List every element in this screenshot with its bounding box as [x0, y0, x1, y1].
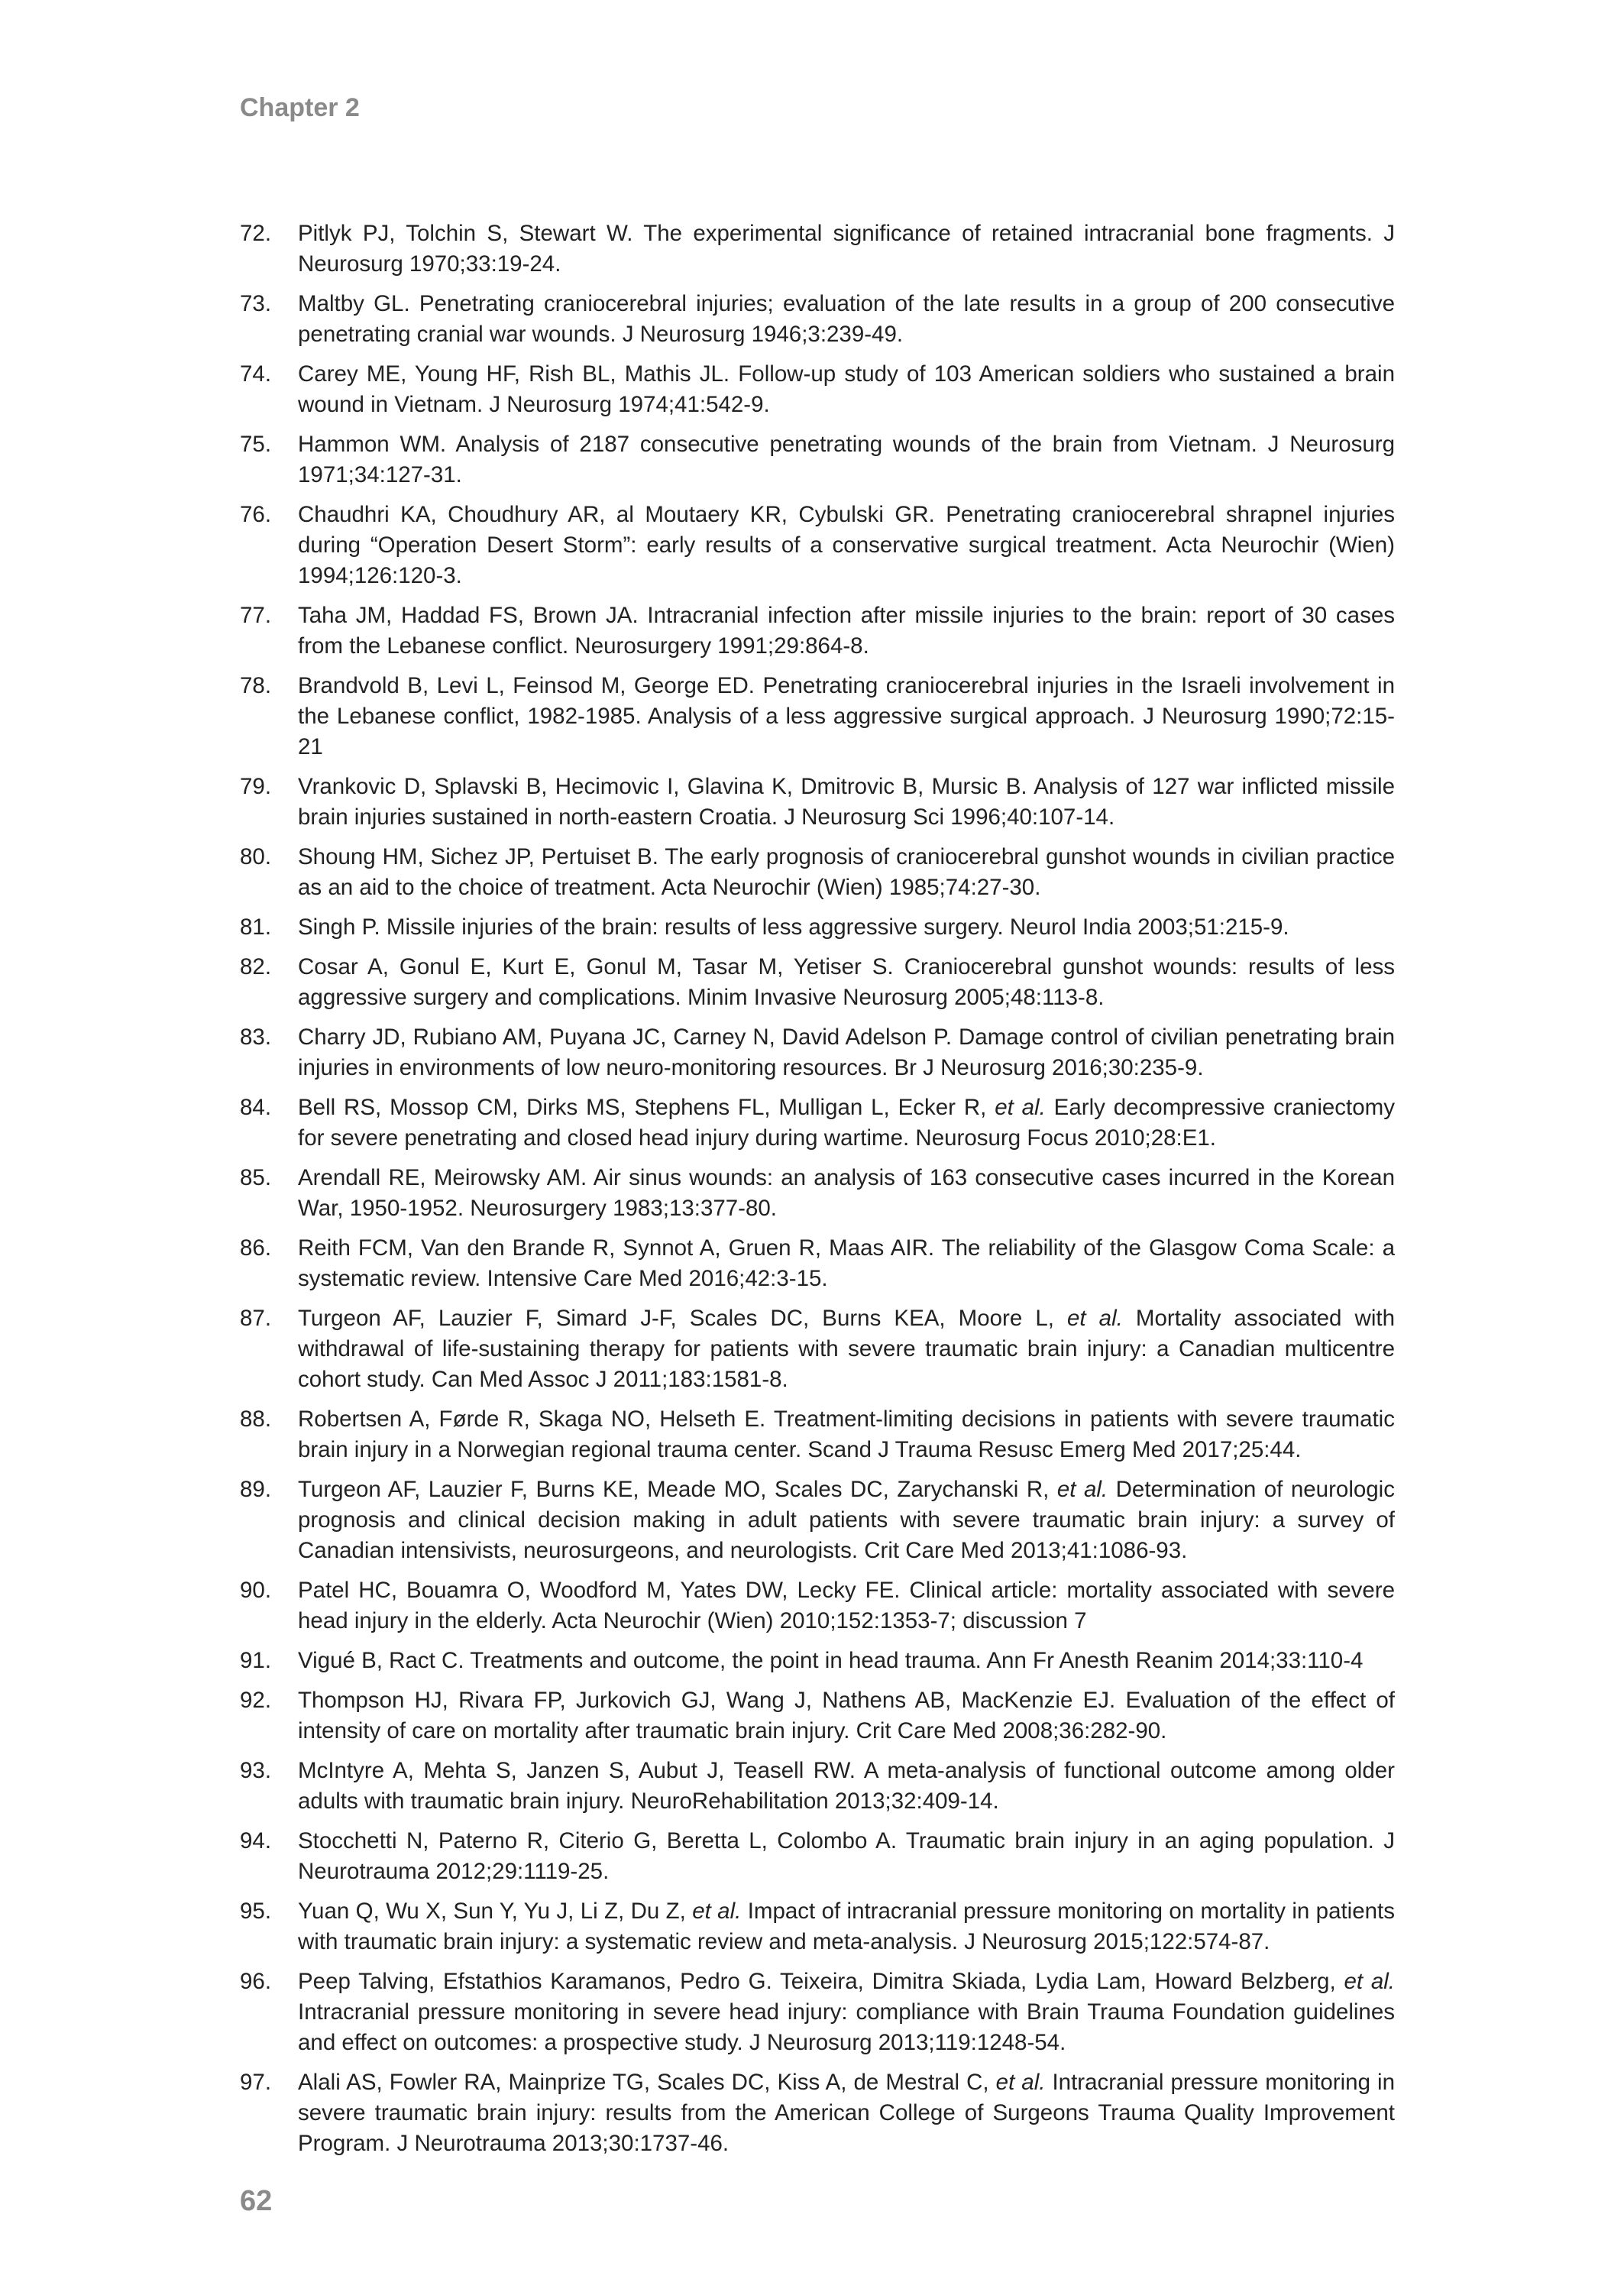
reference-number: 94.: [240, 1828, 272, 1853]
reference-text: [298, 289, 1395, 350]
reference-text: [298, 1475, 1395, 1566]
reference-text: [298, 601, 1395, 662]
reference-text: [298, 1646, 1395, 1676]
page-number: 62: [240, 2185, 273, 2217]
reference-text-main: McIntyre A, Mehta S, Janzen S, Aubut J, Teasell RW. A meta-analysis of functional outcome among older adults with traumatic brain injury. NeuroRehabilitation 2013;32:409-14.: [298, 1758, 1395, 1814]
reference-item: [240, 500, 1395, 591]
reference-text: [298, 1163, 1395, 1224]
reference-number: 82.: [240, 954, 272, 979]
reference-text-main: Pitlyk PJ, Tolchin S, Stewart W. The experimental significance of retained intracranial bone fragments. J Neurosurg 1970;33:19-24.: [298, 221, 1395, 277]
reference-number: 81.: [240, 915, 272, 940]
reference-item: [240, 429, 1395, 490]
reference-text-rest: Determination of neurologic prognosis and clinical decision making in adult patients with severe traumatic brain injury: a survey of Canadian intensivists, neurosurgeons, and neurologists. Crit Care Med 2013;41:1086-93.: [298, 1477, 1395, 1563]
reference-text-rest: Intracranial pressure monitoring in severe head injury: compliance with Brain Trauma Foundation guidelines and effect on outcomes: a prospective study. J Neurosurg 2013;119:1248-54.: [298, 1999, 1395, 2055]
reference-item: [240, 1896, 1395, 1957]
reference-item: [240, 601, 1395, 662]
reference-text: [298, 500, 1395, 591]
reference-item: [240, 1404, 1395, 1465]
reference-et-al: et al.: [692, 1899, 742, 1924]
reference-text-main: Maltby GL. Penetrating craniocerebral injuries; evaluation of the late results in a group of 200 consecutive penetrating cranial war wounds. J Neurosurg 1946;3:239-49.: [298, 291, 1395, 347]
reference-number: 77.: [240, 603, 272, 628]
reference-item: [240, 219, 1395, 280]
reference-number: 72.: [240, 221, 272, 246]
reference-number: 84.: [240, 1095, 272, 1120]
reference-text-main: Bell RS, Mossop CM, Dirks MS, Stephens FL, Mulligan L, Ecker R,: [298, 1095, 995, 1120]
reference-number: 87.: [240, 1306, 272, 1331]
reference-item: [240, 1475, 1395, 1566]
reference-text-main: Brandvold B, Levi L, Feinsod M, George ED. Penetrating craniocerebral injuries in the Israeli involvement in the Lebanese conflict, 1982-1985. Analysis of a less aggressive surgical approach. J Neurosurg 1990;72:15-21: [298, 673, 1395, 759]
reference-text-main: Turgeon AF, Lauzier F, Simard J-F, Scales DC, Burns KEA, Moore L,: [298, 1306, 1068, 1331]
reference-text: [298, 912, 1395, 943]
reference-text: [298, 772, 1395, 833]
reference-number: 95.: [240, 1899, 272, 1924]
reference-text: [298, 219, 1395, 280]
reference-text: [298, 359, 1395, 420]
reference-text-rest: Early decompressive craniectomy for severe penetrating and closed head injury during wartime. Neurosurg Focus 2010;28:E1.: [298, 1095, 1395, 1151]
reference-number: 83.: [240, 1025, 272, 1050]
reference-text-rest: Intracranial pressure monitoring in severe traumatic brain injury: results from the American College of Surgeons Trauma Quality Improvement Program. J Neurotrauma 2013;30:1737-46.: [298, 2070, 1395, 2156]
reference-list: [240, 219, 1395, 2168]
reference-item: [240, 1685, 1395, 1747]
reference-item: [240, 1575, 1395, 1636]
reference-text-main: Vigué B, Ract C. Treatments and outcome, the point in head trauma. Ann Fr Anesth Reanim 2014;33:110-4: [298, 1648, 1364, 1673]
reference-number: 97.: [240, 2070, 272, 2095]
reference-text: [298, 1303, 1395, 1395]
reference-et-al: et al.: [1344, 1969, 1395, 1994]
reference-item: [240, 1022, 1395, 1083]
reference-number: 90.: [240, 1578, 272, 1603]
reference-item: [240, 289, 1395, 350]
reference-text: [298, 1233, 1395, 1294]
reference-item: [240, 912, 1395, 943]
reference-text-main: Arendall RE, Meirowsky AM. Air sinus wounds: an analysis of 163 consecutive cases incurred in the Korean War, 1950-1952. Neurosurgery 1983;13:377-80.: [298, 1165, 1395, 1221]
reference-item: [240, 1967, 1395, 2058]
reference-text: [298, 1404, 1395, 1465]
reference-text-main: Charry JD, Rubiano AM, Puyana JC, Carney N, David Adelson P. Damage control of civilian penetrating brain injuries in environments of low neuro-monitoring resources. Br J Neurosurg 2016;30:235-9.: [298, 1025, 1395, 1080]
reference-text-main: Turgeon AF, Lauzier F, Burns KE, Meade MO, Scales DC, Zarychanski R,: [298, 1477, 1057, 1502]
reference-number: 96.: [240, 1969, 272, 1994]
reference-text: [298, 1896, 1395, 1957]
reference-et-al: et al.: [995, 1095, 1046, 1120]
reference-et-al: et al.: [995, 2070, 1046, 2095]
reference-text-main: Chaudhri KA, Choudhury AR, al Moutaery KR, Cybulski GR. Penetrating craniocerebral shrapnel injuries during “Operation Desert Storm”: early results of a conservative surgical treatment. Acta Neurochir (Wien) 1994;126:120-3.: [298, 502, 1395, 588]
reference-text-main: Reith FCM, Van den Brande R, Synnot A, Gruen R, Maas AIR. The reliability of the Glasgow Coma Scale: a systematic review. Intensive Care Med 2016;42:3-15.: [298, 1235, 1395, 1291]
reference-text: [298, 1826, 1395, 1887]
running-head-chapter: Chapter 2: [240, 93, 360, 122]
reference-text: [298, 671, 1395, 762]
reference-item: [240, 1303, 1395, 1395]
reference-text-main: Hammon WM. Analysis of 2187 consecutive penetrating wounds of the brain from Vietnam. J Neurosurg 1971;34:127-31.: [298, 432, 1395, 487]
reference-item: [240, 842, 1395, 903]
reference-number: 93.: [240, 1758, 272, 1783]
reference-text-main: Robertsen A, Førde R, Skaga NO, Helseth E. Treatment-limiting decisions in patients with severe traumatic brain injury in a Norwegian regional trauma center. Scand J Trauma Resusc Emerg Med 2017;25:44.: [298, 1407, 1395, 1462]
reference-text: [298, 1756, 1395, 1817]
reference-text: [298, 842, 1395, 903]
reference-et-al: et al.: [1067, 1306, 1123, 1331]
reference-number: 85.: [240, 1165, 272, 1190]
reference-text: [298, 1967, 1395, 2058]
reference-text-main: Peep Talving, Efstathios Karamanos, Pedro G. Teixeira, Dimitra Skiada, Lydia Lam, Howard Belzberg,: [298, 1969, 1344, 1994]
reference-number: 73.: [240, 291, 272, 316]
reference-text: [298, 429, 1395, 490]
reference-text-main: Carey ME, Young HF, Rish BL, Mathis JL. Follow-up study of 103 American soldiers who sustained a brain wound in Vietnam. J Neurosurg 1974;41:542-9.: [298, 361, 1395, 417]
reference-number: 75.: [240, 432, 272, 457]
reference-item: [240, 359, 1395, 420]
reference-number: 92.: [240, 1688, 272, 1713]
reference-text: [298, 1685, 1395, 1747]
reference-item: [240, 1646, 1395, 1676]
reference-number: 76.: [240, 502, 272, 527]
reference-text: [298, 1022, 1395, 1083]
reference-text-main: Alali AS, Fowler RA, Mainprize TG, Scales DC, Kiss A, de Mestral C,: [298, 2070, 996, 2095]
reference-text-main: Singh P. Missile injuries of the brain: results of less aggressive surgery. Neurol India 2003;51:215-9.: [298, 915, 1289, 940]
reference-number: 88.: [240, 1407, 272, 1432]
reference-text-main: Thompson HJ, Rivara FP, Jurkovich GJ, Wang J, Nathens AB, MacKenzie EJ. Evaluation of the effect of intensity of care on mortality after traumatic brain injury. Crit Care Med 2008;36:282-90.: [298, 1688, 1395, 1743]
reference-item: [240, 1163, 1395, 1224]
reference-number: 86.: [240, 1235, 272, 1261]
reference-item: [240, 2067, 1395, 2159]
reference-item: [240, 1756, 1395, 1817]
reference-item: [240, 772, 1395, 833]
reference-item: [240, 1093, 1395, 1154]
reference-et-al: et al.: [1056, 1477, 1108, 1502]
reference-text-main: Shoung HM, Sichez JP, Pertuiset B. The early prognosis of craniocerebral gunshot wounds in civilian practice as an aid to the choice of treatment. Acta Neurochir (Wien) 1985;74:27-30.: [298, 844, 1395, 900]
reference-text-main: Yuan Q, Wu X, Sun Y, Yu J, Li Z, Du Z,: [298, 1899, 693, 1924]
reference-number: 74.: [240, 361, 272, 387]
reference-number: 79.: [240, 774, 272, 799]
reference-item: [240, 1233, 1395, 1294]
reference-text-main: Stocchetti N, Paterno R, Citerio G, Beretta L, Colombo A. Traumatic brain injury in an aging population. J Neurotrauma 2012;29:1119-25.: [298, 1828, 1395, 1884]
reference-text-main: Taha JM, Haddad FS, Brown JA. Intracranial infection after missile injuries to the brain: report of 30 cases from the Lebanese conflict. Neurosurgery 1991;29:864-8.: [298, 603, 1395, 659]
reference-number: 78.: [240, 673, 272, 698]
reference-text-main: Vrankovic D, Splavski B, Hecimovic I, Glavina K, Dmitrovic B, Mursic B. Analysis of 127 war inflicted missile brain injuries sustained in north-eastern Croatia. J Neurosurg Sci 1996;40:107-14.: [298, 774, 1395, 830]
reference-number: 89.: [240, 1477, 272, 1502]
reference-text: [298, 1575, 1395, 1636]
reference-item: [240, 952, 1395, 1013]
reference-item: [240, 671, 1395, 762]
reference-text: [298, 1093, 1395, 1154]
reference-text-main: Patel HC, Bouamra O, Woodford M, Yates DW, Lecky FE. Clinical article: mortality associated with severe head injury in the elderly. Acta Neurochir (Wien) 2010;152:1353-7; discussion 7: [298, 1578, 1395, 1633]
reference-text-main: Cosar A, Gonul E, Kurt E, Gonul M, Tasar M, Yetiser S. Craniocerebral gunshot wounds: results of less aggressive surgery and complications. Minim Invasive Neurosurg 2005;48:113-8.: [298, 954, 1395, 1010]
reference-text: [298, 2067, 1395, 2159]
reference-text: [298, 952, 1395, 1013]
reference-item: [240, 1826, 1395, 1887]
reference-text-rest: Mortality associated with withdrawal of life-sustaining therapy for patients with severe traumatic brain injury: a Canadian multicentre cohort study. Can Med Assoc J 2011;183:1581-8.: [298, 1306, 1395, 1392]
reference-text-rest: Impact of intracranial pressure monitoring on mortality in patients with traumatic brain injury: a systematic review and meta-analysis. J Neurosurg 2015;122:574-87.: [298, 1899, 1395, 1954]
reference-number: 80.: [240, 844, 272, 869]
reference-number: 91.: [240, 1648, 272, 1673]
